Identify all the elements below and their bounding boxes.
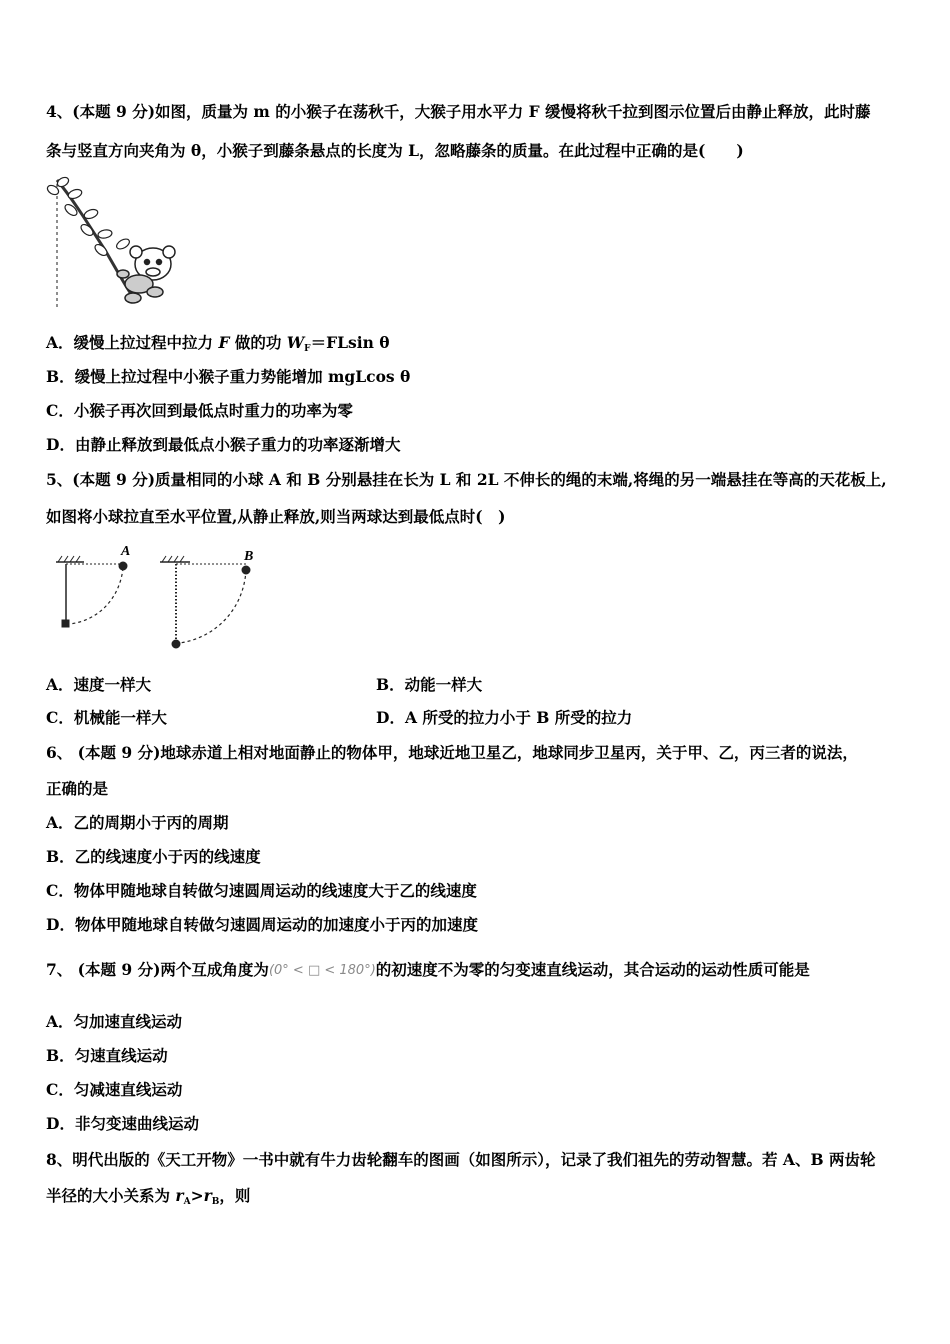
- q5-option-c[interactable]: C．机械能一样大: [46, 708, 167, 727]
- angle-range-formula: (0° < □ < 180°): [268, 963, 376, 978]
- monkey: [117, 246, 175, 303]
- option-label: C．: [46, 708, 74, 727]
- q7-option-c[interactable]: C．匀减速直线运动: [46, 1080, 183, 1099]
- q6-option-d[interactable]: D．物体甲随地球自转做匀速圆周运动的加速度小于丙的加速度: [46, 915, 478, 934]
- option-label: B．: [46, 847, 75, 866]
- q4-option-a[interactable]: A．缓慢上拉过程中拉力 F 做的功 $W_F=FLsin$ θ: [46, 333, 390, 354]
- pendulum-b: [160, 556, 250, 648]
- q7-stem: 7、 (本题 9 分)两个互成角度为(0° < □ < 180°)的初速度不为零的匀变速直线运动，其合运动的运动性质可能是: [46, 960, 810, 979]
- pendulum-figure: [48, 542, 278, 652]
- q7-option-a[interactable]: A．匀加速直线运动: [46, 1012, 183, 1031]
- option-label: A．: [46, 813, 74, 832]
- option-label: B．: [376, 675, 405, 694]
- q4-stem-line1: 4、(本题 9 分)如图，质量为 m 的小猴子在荡秋千，大猴子用水平力 F 缓慢将秋千拉到图示位置后由静止释放，此时藤: [46, 102, 871, 121]
- pendulum-a-label: A: [121, 544, 131, 559]
- option-label: D．: [46, 435, 75, 454]
- q6-option-b[interactable]: B．乙的线速度小于丙的线速度: [46, 847, 261, 866]
- option-label: A．: [46, 1012, 74, 1031]
- option-label: B．: [46, 367, 75, 386]
- q4-option-b[interactable]: B．缓慢上拉过程中小猴子重力势能增加 mgLcos θ: [46, 367, 411, 386]
- q8-stem-line2: 半径的大小关系为 $r_A>r_B$，则: [46, 1186, 251, 1207]
- option-label: A．: [46, 675, 74, 694]
- q7-option-d[interactable]: D．非匀变速曲线运动: [46, 1114, 199, 1133]
- option-label: D．: [376, 708, 405, 727]
- q5-option-b[interactable]: B．动能一样大: [376, 675, 483, 694]
- q6-option-c[interactable]: C．物体甲随地球自转做匀速圆周运动的线速度大于乙的线速度: [46, 881, 477, 900]
- q5-stem-line2: 如图将小球拉直至水平位置,从静止释放,则当两球达到最低点时( ): [46, 507, 506, 526]
- pendulum-b-label: B: [244, 549, 254, 564]
- option-label: D．: [46, 1114, 75, 1133]
- option-label: B．: [46, 1046, 75, 1065]
- pendulum-a: [56, 556, 127, 627]
- q5-option-d[interactable]: D．A 所受的拉力小于 B 所受的拉力: [376, 708, 633, 727]
- q8-stem-line1: 8、明代出版的《天工开物》一书中就有牛力齿轮翻车的图画（如图所示），记录了我们祖先的劳动智慧。若 A、B 两齿轮: [46, 1150, 876, 1169]
- option-label: C．: [46, 1080, 74, 1099]
- q6-stem-line2: 正确的是: [46, 779, 109, 798]
- option-label: D．: [46, 915, 75, 934]
- q5-option-a[interactable]: A．速度一样大: [46, 675, 152, 694]
- q6-stem-line1: 6、 (本题 9 分)地球赤道上相对地面静止的物体甲，地球近地卫星乙，地球同步卫星丙，关于甲、乙，丙三者的说法，: [46, 743, 858, 762]
- option-label: A．: [46, 333, 74, 352]
- option-label: C．: [46, 881, 74, 900]
- option-label: C．: [46, 401, 74, 420]
- q5-stem-line1: 5、(本题 9 分)质量相同的小球 A 和 B 分别悬挂在长为 L 和 2L 不伸长的绳的末端,将绳的另一端悬挂在等高的天花板上,: [46, 470, 887, 489]
- q4-option-d[interactable]: D．由静止释放到最低点小猴子重力的功率逐渐增大: [46, 435, 401, 454]
- q4-stem-line2: 条与竖直方向夹角为 θ，小猴子到藤条悬点的长度为 L，忽略藤条的质量。在此过程中正确的是( ): [46, 141, 744, 160]
- q4-option-c[interactable]: C．小猴子再次回到最低点时重力的功率为零: [46, 401, 353, 420]
- monkey-swing-figure: [45, 172, 180, 312]
- q6-option-a[interactable]: A．乙的周期小于丙的周期: [46, 813, 229, 832]
- q7-option-b[interactable]: B．匀速直线运动: [46, 1046, 168, 1065]
